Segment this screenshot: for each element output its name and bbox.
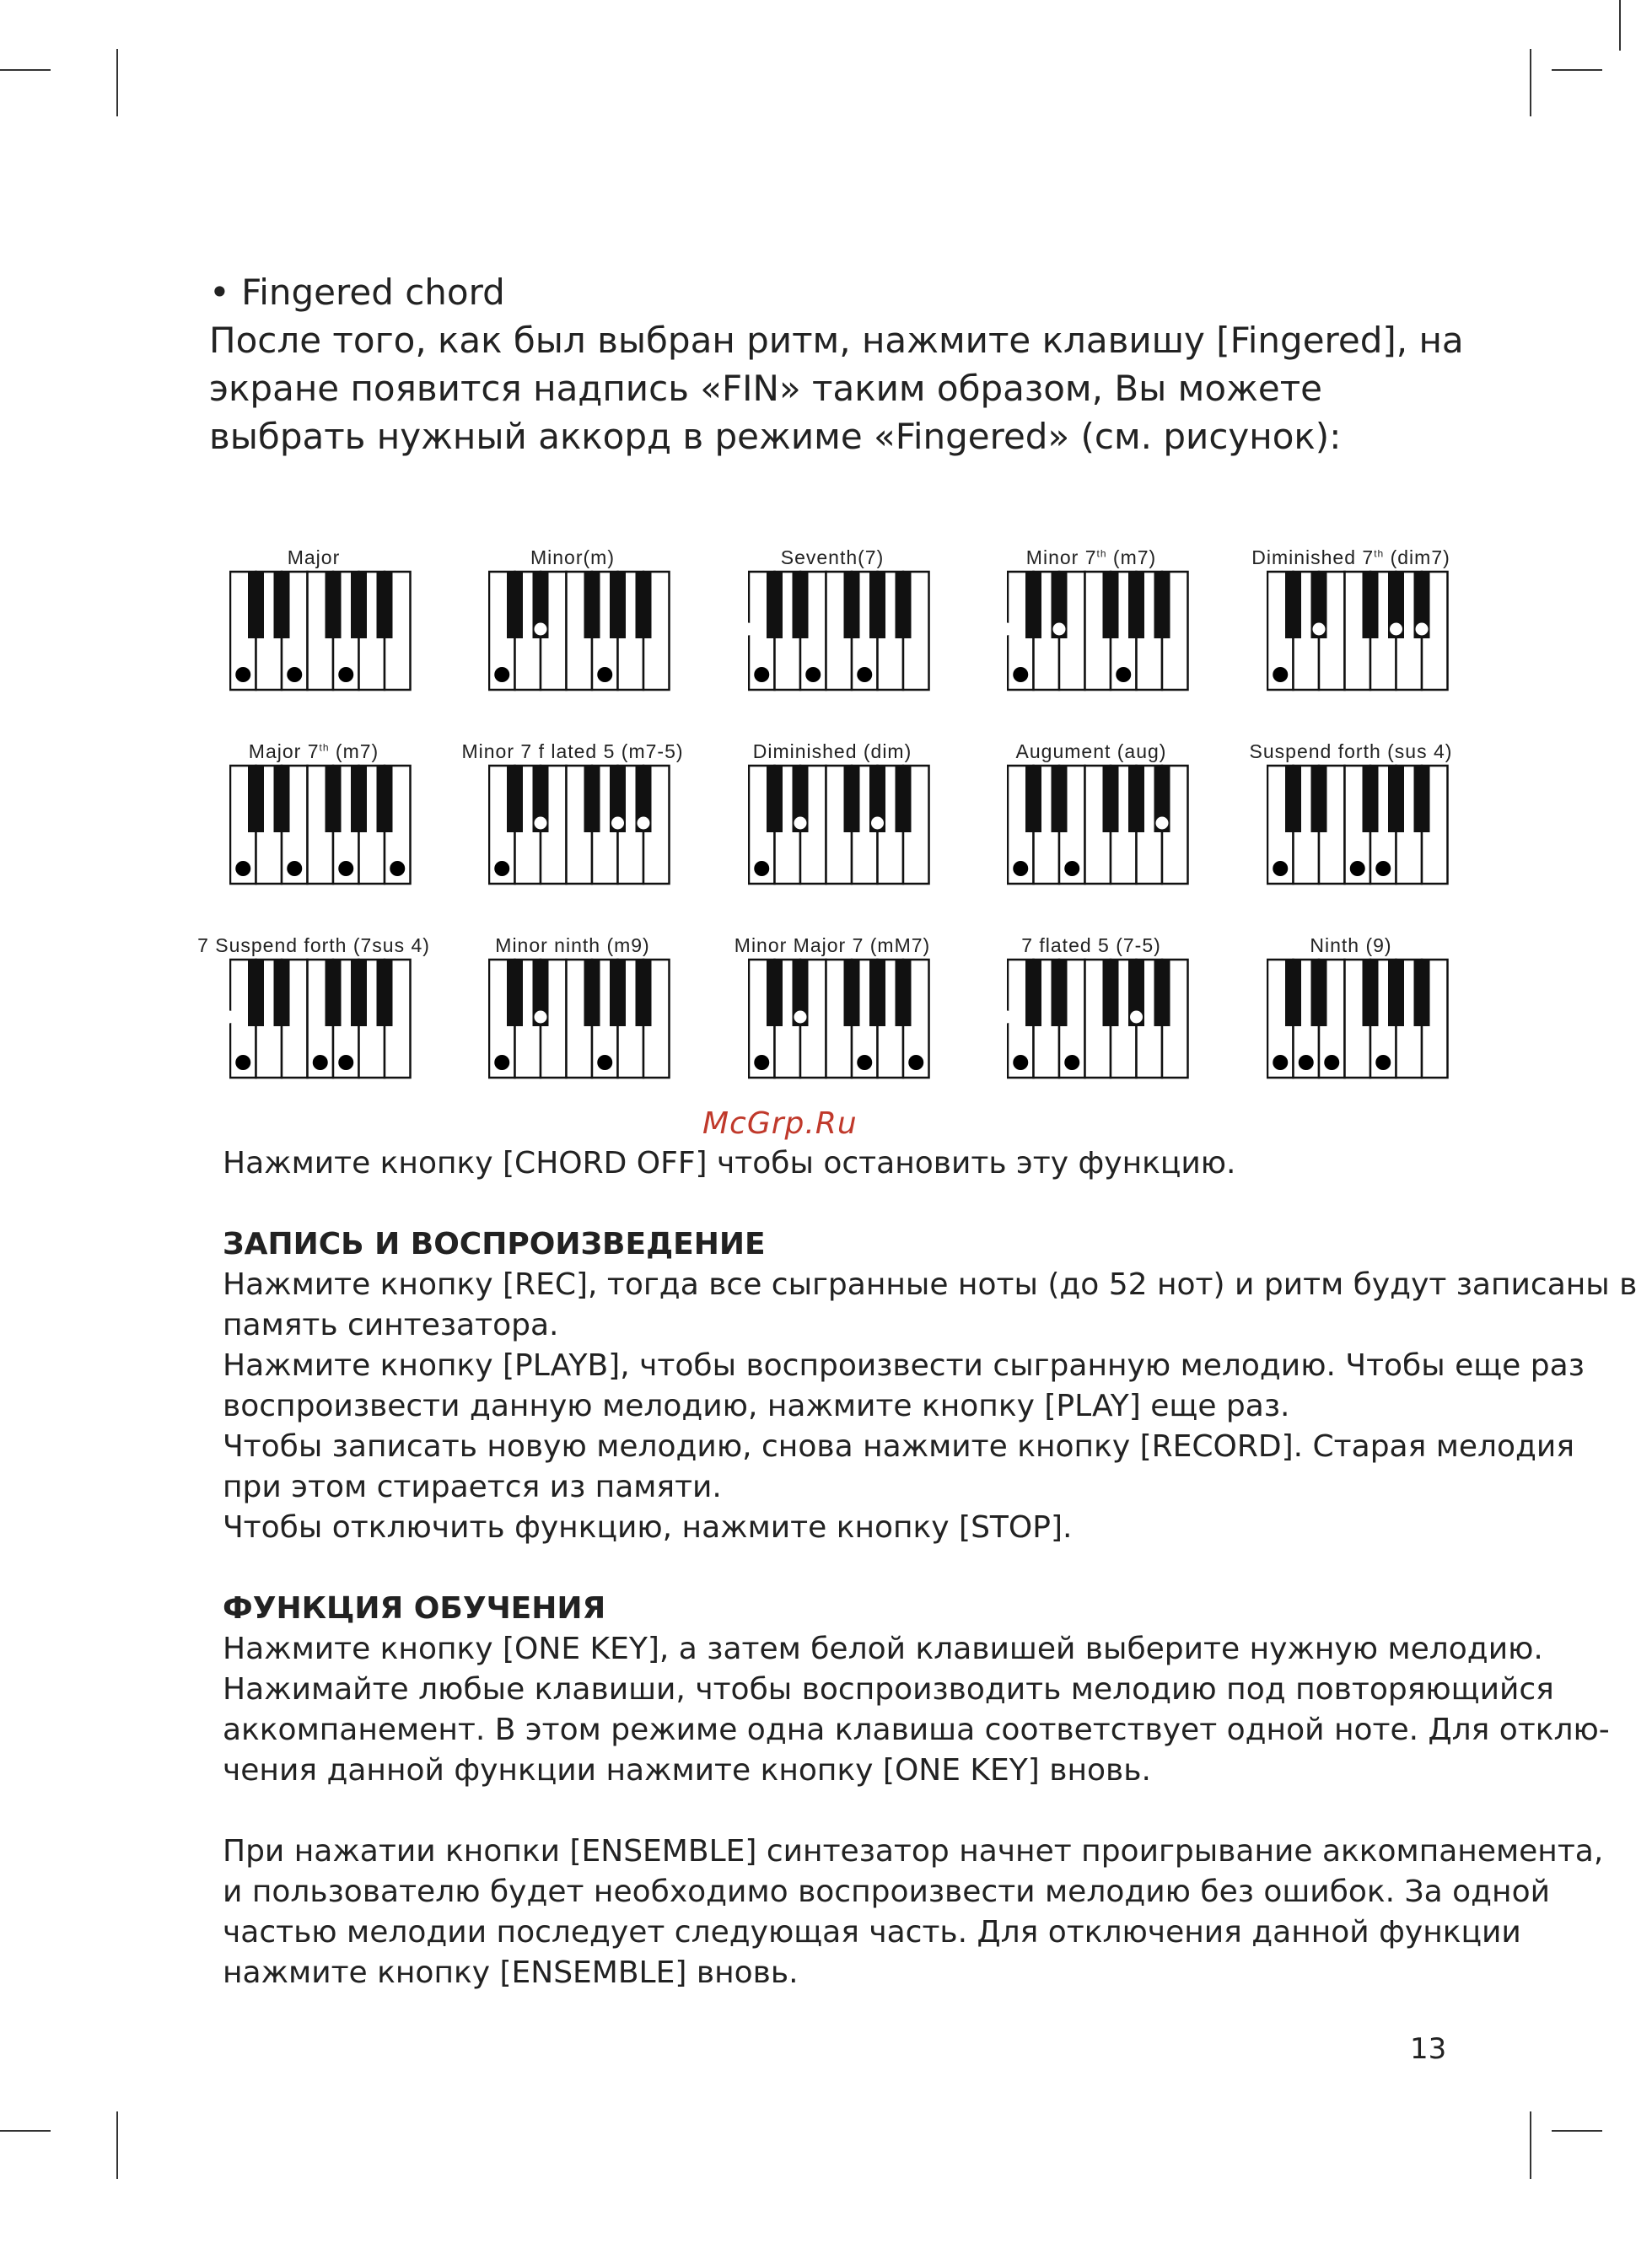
piano-keyboard bbox=[229, 764, 417, 885]
paragraph-line: Нажимайте любые клавиши, чтобы воспроизводить мелодию под повторяющийся bbox=[223, 1672, 1554, 1707]
black-key bbox=[1363, 960, 1379, 1026]
piano-keyboard bbox=[1267, 764, 1454, 885]
black-key bbox=[869, 960, 885, 1026]
paragraph-line: чения данной функции нажмите кнопку [ONE KEY] вновь. bbox=[223, 1753, 1151, 1788]
white-key-note-dot bbox=[338, 667, 353, 682]
crop-mark bbox=[0, 69, 51, 71]
black-key bbox=[274, 572, 290, 638]
black-key bbox=[248, 766, 264, 832]
piano-keyboard bbox=[229, 958, 417, 1079]
black-key bbox=[1363, 766, 1379, 832]
intro-line: экране появится надпись «FIN» таким образом, Вы можете bbox=[209, 368, 1323, 409]
white-key-note-dot bbox=[597, 667, 612, 682]
black-key bbox=[1103, 960, 1119, 1026]
black-key bbox=[248, 572, 264, 638]
black-key bbox=[896, 960, 912, 1026]
black-key-note-dot bbox=[1130, 1011, 1143, 1024]
white-key-note-dot bbox=[338, 1055, 353, 1070]
white-key-note-dot bbox=[313, 1055, 328, 1070]
record-section bbox=[223, 1224, 1638, 1548]
black-key bbox=[1103, 766, 1119, 832]
black-key-note-dot bbox=[638, 817, 650, 830]
black-key bbox=[844, 766, 860, 832]
black-key bbox=[1285, 572, 1301, 638]
black-key bbox=[274, 960, 290, 1026]
white-key-note-dot bbox=[1273, 1055, 1288, 1070]
paragraph-line: Нажмите кнопку [PLAYB], чтобы воспроизвести сыгранную мелодию. Чтобы еще раз bbox=[223, 1348, 1585, 1383]
black-key bbox=[584, 572, 600, 638]
black-key-note-dot bbox=[794, 817, 807, 830]
white-key-note-dot bbox=[1013, 667, 1028, 682]
chord-label: Ninth (9) bbox=[1310, 934, 1392, 956]
black-key bbox=[1285, 766, 1301, 832]
paragraph-line: При нажатии кнопки [ENSEMBLE] синтезатор начнет проигрывание аккомпанемента, bbox=[223, 1834, 1604, 1869]
chord-label: Major 7th (m7) bbox=[248, 740, 379, 762]
white-key-note-dot bbox=[1375, 1055, 1391, 1070]
black-key bbox=[767, 960, 783, 1026]
black-key-note-dot bbox=[611, 817, 624, 830]
piano-keyboard bbox=[1267, 570, 1454, 691]
white-key-note-dot bbox=[1273, 667, 1288, 682]
chord-label: Seventh(7) bbox=[780, 546, 885, 568]
black-key bbox=[610, 572, 626, 638]
section-heading: ЗАПИСЬ И ВОСПРОИЗВЕДЕНИЕ bbox=[223, 1227, 766, 1261]
black-key bbox=[1154, 572, 1170, 638]
black-key-note-dot bbox=[871, 817, 884, 830]
black-key bbox=[1363, 572, 1379, 638]
black-key bbox=[610, 960, 626, 1026]
black-key-note-dot bbox=[535, 817, 547, 830]
chord-label: Augument (aug) bbox=[1015, 740, 1167, 762]
chord-label: Minor Major 7 (mM7) bbox=[734, 934, 931, 956]
black-key bbox=[584, 960, 600, 1026]
white-key-note-dot bbox=[1375, 861, 1391, 876]
black-key bbox=[326, 572, 342, 638]
white-key-note-dot bbox=[1013, 1055, 1028, 1070]
white-key-note-dot bbox=[235, 667, 250, 682]
black-key bbox=[248, 960, 264, 1026]
white-key-note-dot bbox=[908, 1055, 923, 1070]
white-key-note-dot bbox=[390, 861, 405, 876]
crop-mark bbox=[1552, 2130, 1602, 2132]
chord-label: Diminished (dim) bbox=[752, 740, 912, 762]
black-key bbox=[1025, 572, 1041, 638]
chord-label: 7 Suspend forth (7sus 4) bbox=[197, 934, 430, 956]
crop-mark bbox=[1552, 69, 1602, 71]
black-key bbox=[377, 766, 393, 832]
white-key-note-dot bbox=[494, 861, 509, 876]
paragraph-line: аккомпанемент. В этом режиме одна клавиша соответствует одной ноте. Для отклю- bbox=[223, 1713, 1610, 1747]
white-key-note-dot bbox=[754, 1055, 769, 1070]
black-key bbox=[1311, 766, 1327, 832]
black-key-note-dot bbox=[1156, 817, 1169, 830]
black-key bbox=[1154, 960, 1170, 1026]
crop-mark bbox=[116, 49, 118, 116]
paragraph-line: Чтобы записать новую мелодию, снова нажмите кнопку [RECORD]. Старая мелодия bbox=[223, 1429, 1574, 1464]
white-key-note-dot bbox=[287, 861, 302, 876]
black-key bbox=[1103, 572, 1119, 638]
black-key bbox=[844, 572, 860, 638]
piano-keyboard bbox=[1007, 570, 1194, 691]
black-key bbox=[636, 960, 652, 1026]
black-key bbox=[869, 572, 885, 638]
black-key bbox=[767, 766, 783, 832]
white-key-note-dot bbox=[1064, 1055, 1079, 1070]
paragraph-line: воспроизвести данную мелодию, нажмите кнопку [PLAY] еще раз. bbox=[223, 1389, 1290, 1423]
black-key bbox=[844, 960, 860, 1026]
piano-keyboard bbox=[748, 764, 935, 885]
black-key bbox=[377, 572, 393, 638]
piano-keyboard bbox=[1267, 958, 1454, 1079]
white-key-note-dot bbox=[754, 667, 769, 682]
crop-mark bbox=[116, 2111, 118, 2179]
white-key-note-dot bbox=[805, 667, 821, 682]
paragraph-line: Нажмите кнопку [REC], тогда все сыгранные ноты (до 52 нот) и ритм будут записаны в bbox=[223, 1267, 1638, 1302]
paragraph-line: при этом стирается из памяти. bbox=[223, 1470, 722, 1504]
black-key bbox=[1052, 960, 1068, 1026]
black-key bbox=[896, 572, 912, 638]
intro-line: выбрать нужный аккорд в режиме «Fingered» (см. рисунок): bbox=[209, 416, 1342, 457]
crop-mark bbox=[1530, 2111, 1531, 2179]
black-key bbox=[636, 572, 652, 638]
piano-keyboard bbox=[748, 958, 935, 1079]
white-key-note-dot bbox=[1350, 861, 1365, 876]
chord-label: Major bbox=[287, 546, 341, 568]
paragraph-line: Чтобы отключить функцию, нажмите кнопку [STOP]. bbox=[223, 1510, 1073, 1545]
white-key-note-dot bbox=[494, 667, 509, 682]
piano-keyboard bbox=[1007, 958, 1194, 1079]
black-key bbox=[1414, 766, 1430, 832]
white-key-note-dot bbox=[597, 1055, 612, 1070]
black-key bbox=[507, 766, 523, 832]
white-key-note-dot bbox=[494, 1055, 509, 1070]
white-key-note-dot bbox=[857, 1055, 872, 1070]
black-key bbox=[767, 572, 783, 638]
black-key bbox=[351, 572, 367, 638]
white-key-note-dot bbox=[1324, 1055, 1339, 1070]
section-heading: ФУНКЦИЯ ОБУЧЕНИЯ bbox=[223, 1591, 606, 1626]
piano-keyboard bbox=[748, 570, 935, 691]
white-key-note-dot bbox=[1064, 861, 1079, 876]
crop-mark bbox=[1619, 0, 1621, 51]
piano-keyboard bbox=[488, 958, 675, 1079]
paragraph-line: частью мелодии последует следующая часть. Для отключения данной функции bbox=[223, 1915, 1521, 1950]
white-key-note-dot bbox=[1116, 667, 1131, 682]
black-key bbox=[1414, 960, 1430, 1026]
black-key bbox=[274, 766, 290, 832]
black-key-note-dot bbox=[794, 1011, 807, 1024]
crop-mark bbox=[0, 2130, 51, 2132]
black-key-note-dot bbox=[535, 623, 547, 636]
piano-keyboard bbox=[488, 570, 675, 691]
chord-label: Suspend forth (sus 4) bbox=[1249, 740, 1453, 762]
piano-keyboard bbox=[229, 570, 417, 691]
paragraph-line: и пользователю будет необходимо воспроизвести мелодию без ошибок. За одной bbox=[223, 1875, 1551, 1909]
bullet-title: • Fingered chord bbox=[209, 272, 505, 313]
black-key bbox=[1128, 572, 1144, 638]
black-key-note-dot bbox=[1313, 623, 1326, 636]
white-key-note-dot bbox=[857, 667, 872, 682]
black-key bbox=[351, 960, 367, 1026]
paragraph-line: память синтезатора. bbox=[223, 1308, 559, 1342]
black-key bbox=[896, 766, 912, 832]
black-key-note-dot bbox=[1390, 623, 1402, 636]
intro-line: После того, как был выбран ритм, нажмите клавишу [Fingered], на bbox=[209, 320, 1464, 361]
chord-off-paragraph bbox=[223, 1143, 1488, 1184]
black-key bbox=[507, 960, 523, 1026]
black-key bbox=[1052, 766, 1068, 832]
piano-keyboard bbox=[488, 764, 675, 885]
black-key bbox=[1128, 766, 1144, 832]
paragraph-line: Нажмите кнопку [ONE KEY], а затем белой клавишей выберите нужную мелодию. bbox=[223, 1632, 1543, 1666]
piano-keyboard bbox=[1007, 764, 1194, 885]
page-number: 13 bbox=[1410, 2032, 1447, 2066]
watermark: McGrp.Ru bbox=[702, 1106, 858, 1141]
black-key bbox=[377, 960, 393, 1026]
paragraph-line: нажмите кнопку [ENSEMBLE] вновь. bbox=[223, 1955, 799, 1990]
crop-mark bbox=[1530, 49, 1531, 116]
black-key-note-dot bbox=[1053, 623, 1066, 636]
chord-label: Minor ninth (m9) bbox=[495, 934, 650, 956]
black-key bbox=[326, 960, 342, 1026]
white-key-note-dot bbox=[1299, 1055, 1314, 1070]
white-key-note-dot bbox=[1013, 861, 1028, 876]
black-key bbox=[584, 766, 600, 832]
black-key bbox=[793, 572, 809, 638]
learn-section bbox=[223, 1589, 1610, 1791]
white-key-note-dot bbox=[754, 861, 769, 876]
black-key bbox=[507, 572, 523, 638]
chord-label: Diminished 7th (dim7) bbox=[1251, 546, 1450, 568]
chord-label: Minor(m) bbox=[530, 546, 615, 568]
chord-label: Minor 7 f lated 5 (m7-5) bbox=[461, 740, 684, 762]
black-key bbox=[351, 766, 367, 832]
black-key bbox=[1388, 960, 1404, 1026]
ensemble-section bbox=[223, 1832, 1604, 1993]
black-key-note-dot bbox=[1416, 623, 1429, 636]
black-key-note-dot bbox=[535, 1011, 547, 1024]
chord-label: 7 flated 5 (7-5) bbox=[1021, 934, 1161, 956]
chord-label: Minor 7th (m7) bbox=[1025, 546, 1157, 568]
black-key bbox=[1311, 960, 1327, 1026]
paragraph-line: Нажмите кнопку [CHORD OFF] чтобы остановить эту функцию. bbox=[223, 1146, 1236, 1181]
black-key bbox=[326, 766, 342, 832]
white-key-note-dot bbox=[235, 861, 250, 876]
black-key bbox=[1388, 766, 1404, 832]
black-key bbox=[1025, 766, 1041, 832]
black-key bbox=[1285, 960, 1301, 1026]
black-key bbox=[1025, 960, 1041, 1026]
white-key-note-dot bbox=[338, 861, 353, 876]
intro-text bbox=[209, 268, 1474, 460]
white-key-note-dot bbox=[287, 667, 302, 682]
white-key-note-dot bbox=[1273, 861, 1288, 876]
white-key-note-dot bbox=[235, 1055, 250, 1070]
